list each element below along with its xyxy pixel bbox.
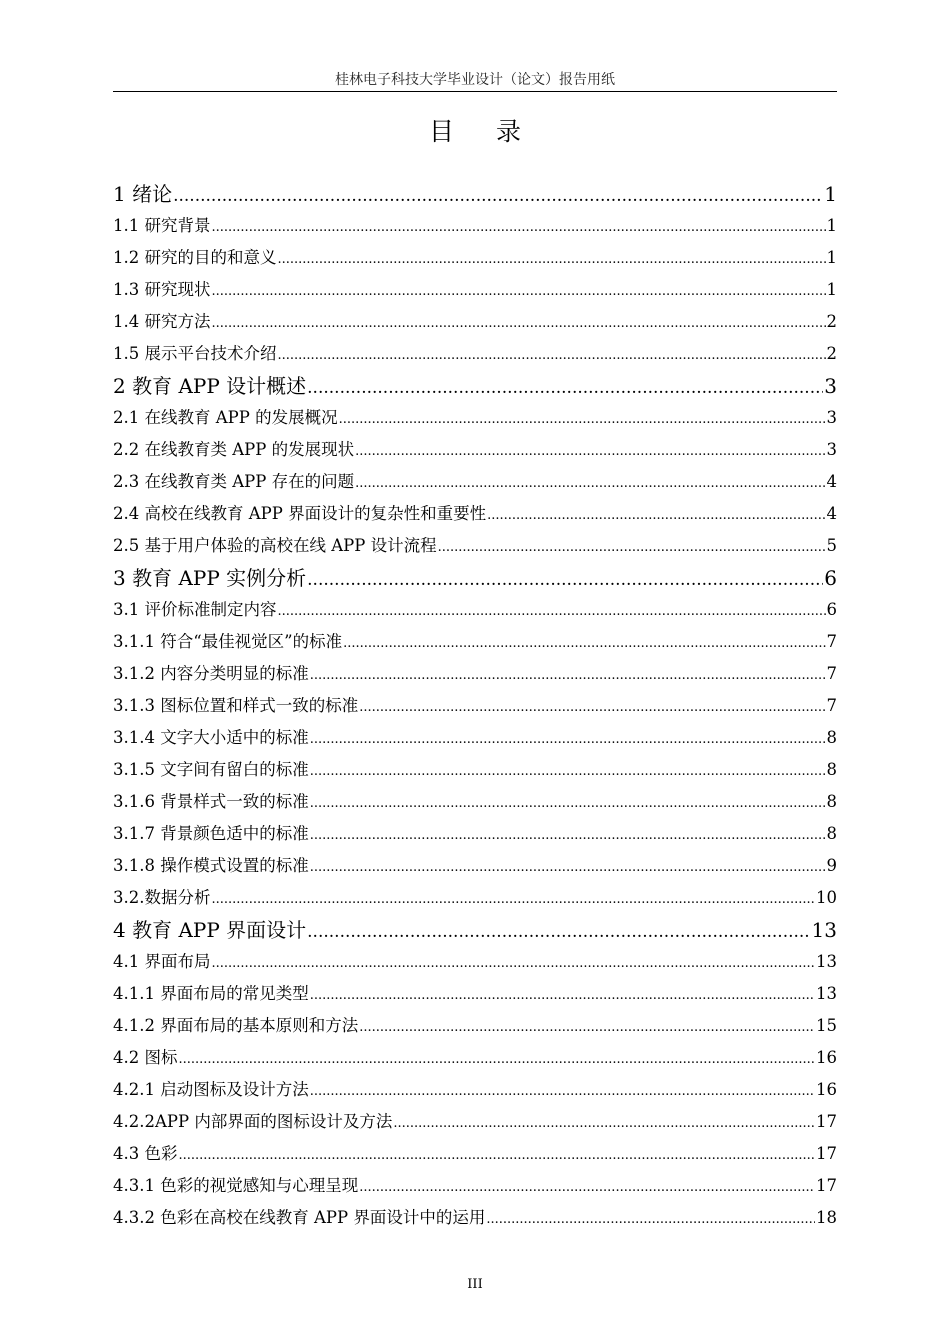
toc-entry-page: 7 — [826, 632, 837, 651]
toc-entry-title: 2.4 高校在线教育 APP 界面设计的复杂性和重要性 — [113, 504, 487, 523]
toc-entry-title: 2.2 在线教育类 APP 的发展现状 — [113, 440, 355, 459]
toc-entry-title: 4.1.1 界面布局的常见类型 — [113, 984, 309, 1003]
running-header: 桂林电子科技大学毕业设计（论文）报告用纸 — [335, 72, 615, 88]
toc-entry-title: 1 绪论 — [113, 182, 173, 206]
toc-entry-page: 8 — [826, 728, 837, 747]
toc-section-entry[interactable] — [113, 658, 837, 690]
toc-entry-page: 1 — [826, 280, 837, 299]
toc-dot-leader — [307, 372, 823, 404]
toc-entry-page: 1 — [824, 182, 837, 206]
toc-section-entry[interactable] — [113, 1202, 837, 1234]
toc-section-entry[interactable] — [113, 498, 837, 530]
toc-dot-leader — [212, 212, 826, 244]
toc-entry-page: 16 — [816, 1080, 837, 1099]
toc-dot-leader — [486, 1204, 815, 1236]
toc-entry-page: 8 — [826, 760, 837, 779]
toc-dot-leader — [212, 884, 816, 916]
toc-dot-leader — [212, 948, 816, 980]
toc-entry-title: 4.2.2APP 内部界面的图标设计及方法 — [113, 1112, 393, 1131]
toc-entry-title: 3.1.7 背景颜色适中的标准 — [113, 824, 309, 843]
toc-entry-title: 4.3.1 色彩的视觉感知与心理呈现 — [113, 1176, 359, 1195]
toc-dot-leader — [278, 244, 826, 276]
toc-entry-title: 3.1.5 文字间有留白的标准 — [113, 760, 309, 779]
toc-section-entry[interactable] — [113, 978, 837, 1010]
toc-entry-page: 7 — [826, 696, 837, 715]
toc-entry-title: 4.3 色彩 — [113, 1144, 178, 1163]
toc-entry-page: 13 — [816, 952, 837, 971]
toc-entry-title: 3 教育 APP 实例分析 — [113, 566, 307, 590]
toc-entry-page: 18 — [816, 1208, 837, 1227]
toc-dot-leader — [179, 1140, 816, 1172]
toc-dot-leader — [307, 564, 823, 596]
toc-entry-page: 1 — [826, 248, 837, 267]
toc-entry-title: 3.2.数据分析 — [113, 888, 211, 907]
toc-chapter-entry[interactable] — [113, 178, 837, 210]
toc-section-entry[interactable] — [113, 946, 837, 978]
toc-section-entry[interactable] — [113, 210, 837, 242]
toc-dot-leader — [310, 1076, 815, 1108]
toc-dot-leader — [487, 500, 825, 532]
toc-section-entry[interactable] — [113, 242, 837, 274]
toc-entry-page: 1 — [826, 216, 837, 235]
toc-entry-page: 9 — [826, 856, 837, 875]
toc-entry-title: 3.1.2 内容分类明显的标准 — [113, 664, 309, 683]
toc-dot-leader — [310, 980, 815, 1012]
toc-entry-page: 3 — [826, 408, 837, 427]
toc-section-entry[interactable] — [113, 1042, 837, 1074]
toc-entry-page: 2 — [826, 344, 837, 363]
toc-section-entry[interactable] — [113, 1010, 837, 1042]
toc-dot-leader — [359, 1172, 815, 1204]
toc-entry-page: 7 — [826, 664, 837, 683]
toc-section-entry[interactable] — [113, 1074, 837, 1106]
toc-dot-leader — [310, 724, 826, 756]
toc-dot-leader — [310, 756, 826, 788]
toc-section-entry[interactable] — [113, 882, 837, 914]
toc-dot-leader — [310, 852, 826, 884]
toc-entry-title: 3.1 评价标准制定内容 — [113, 600, 277, 619]
toc-section-entry[interactable] — [113, 626, 837, 658]
toc-entry-title: 3.1.1 符合“最佳视觉区”的标准 — [113, 632, 343, 651]
toc-dot-leader — [179, 1044, 816, 1076]
toc-entry-title: 2.1 在线教育 APP 的发展概况 — [113, 408, 338, 427]
toc-dot-leader — [355, 468, 825, 500]
toc-entry-title: 1.4 研究方法 — [113, 312, 211, 331]
toc-entry-title: 3.1.4 文字大小适中的标准 — [113, 728, 309, 747]
toc-title: 目录 — [428, 117, 563, 146]
toc-entry-page: 4 — [826, 472, 837, 491]
toc-dot-leader — [355, 436, 825, 468]
toc-entry-page: 2 — [826, 312, 837, 331]
toc-dot-leader — [310, 660, 826, 692]
header-rule — [113, 91, 837, 92]
toc-entry-page: 13 — [811, 918, 837, 942]
toc-section-entry[interactable] — [113, 594, 837, 626]
toc-entry-page: 3 — [824, 374, 837, 398]
toc-entry-title: 4.1 界面布局 — [113, 952, 211, 971]
toc-entry-title: 4.2 图标 — [113, 1048, 178, 1067]
toc-entry-page: 17 — [816, 1112, 837, 1131]
toc-chapter-entry[interactable] — [113, 562, 837, 594]
toc-entry-title: 1.1 研究背景 — [113, 216, 211, 235]
toc-dot-leader — [173, 180, 823, 212]
toc-dot-leader — [310, 820, 826, 852]
toc-entry-page: 5 — [826, 536, 837, 555]
toc-entry-title: 4 教育 APP 界面设计 — [113, 918, 307, 942]
toc-entry-title: 1.5 展示平台技术介绍 — [113, 344, 277, 363]
toc-entry-page: 10 — [816, 888, 837, 907]
toc-entry-title: 3.1.8 操作模式设置的标准 — [113, 856, 309, 875]
toc-chapter-entry[interactable] — [113, 370, 837, 402]
toc-section-entry[interactable] — [113, 402, 837, 434]
toc-dot-leader — [307, 916, 810, 948]
toc-entry-page: 8 — [826, 792, 837, 811]
toc-section-entry[interactable] — [113, 274, 837, 306]
toc-section-entry[interactable] — [113, 338, 837, 370]
toc-section-entry[interactable] — [113, 1138, 837, 1170]
toc-entry-title: 2 教育 APP 设计概述 — [113, 374, 307, 398]
toc-entry-title: 4.1.2 界面布局的基本原则和方法 — [113, 1016, 359, 1035]
toc-entry-page: 15 — [816, 1016, 837, 1035]
toc-section-entry[interactable] — [113, 754, 837, 786]
toc-dot-leader — [343, 628, 825, 660]
toc-dot-leader — [310, 788, 826, 820]
toc-entry-title: 3.1.6 背景样式一致的标准 — [113, 792, 309, 811]
toc-entry-title: 4.2.1 启动图标及设计方法 — [113, 1080, 309, 1099]
table-of-contents — [113, 178, 837, 1234]
toc-section-entry[interactable] — [113, 850, 837, 882]
toc-entry-title: 3.1.3 图标位置和样式一致的标准 — [113, 696, 359, 715]
toc-entry-page: 3 — [826, 440, 837, 459]
toc-dot-leader — [438, 532, 826, 564]
toc-section-entry[interactable] — [113, 434, 837, 466]
toc-dot-leader — [339, 404, 826, 436]
toc-section-entry[interactable] — [113, 530, 837, 562]
toc-chapter-entry[interactable] — [113, 914, 837, 946]
toc-entry-title: 2.3 在线教育类 APP 存在的问题 — [113, 472, 355, 491]
toc-dot-leader — [278, 596, 826, 628]
toc-dot-leader — [212, 308, 826, 340]
page-number: III — [467, 1277, 483, 1292]
toc-entry-page: 13 — [816, 984, 837, 1003]
toc-dot-leader — [393, 1108, 815, 1140]
toc-section-entry[interactable] — [113, 722, 837, 754]
toc-dot-leader — [212, 276, 826, 308]
toc-entry-title: 2.5 基于用户体验的高校在线 APP 设计流程 — [113, 536, 437, 555]
toc-section-entry[interactable] — [113, 466, 837, 498]
toc-entry-page: 16 — [816, 1048, 837, 1067]
toc-entry-title: 1.3 研究现状 — [113, 280, 211, 299]
toc-entry-page: 17 — [816, 1176, 837, 1195]
toc-dot-leader — [359, 692, 825, 724]
toc-section-entry[interactable] — [113, 818, 837, 850]
toc-section-entry[interactable] — [113, 306, 837, 338]
toc-entry-title: 1.2 研究的目的和意义 — [113, 248, 277, 267]
toc-section-entry[interactable] — [113, 690, 837, 722]
toc-entry-page: 6 — [824, 566, 837, 590]
toc-entry-page: 6 — [826, 600, 837, 619]
toc-section-entry[interactable] — [113, 1106, 837, 1138]
toc-entry-title: 4.3.2 色彩在高校在线教育 APP 界面设计中的运用 — [113, 1208, 486, 1227]
toc-entry-page: 4 — [826, 504, 837, 523]
toc-entry-page: 8 — [826, 824, 837, 843]
toc-entry-page: 17 — [816, 1144, 837, 1163]
toc-section-entry[interactable] — [113, 1170, 837, 1202]
toc-dot-leader — [359, 1012, 815, 1044]
toc-section-entry[interactable] — [113, 786, 837, 818]
toc-dot-leader — [278, 340, 826, 372]
